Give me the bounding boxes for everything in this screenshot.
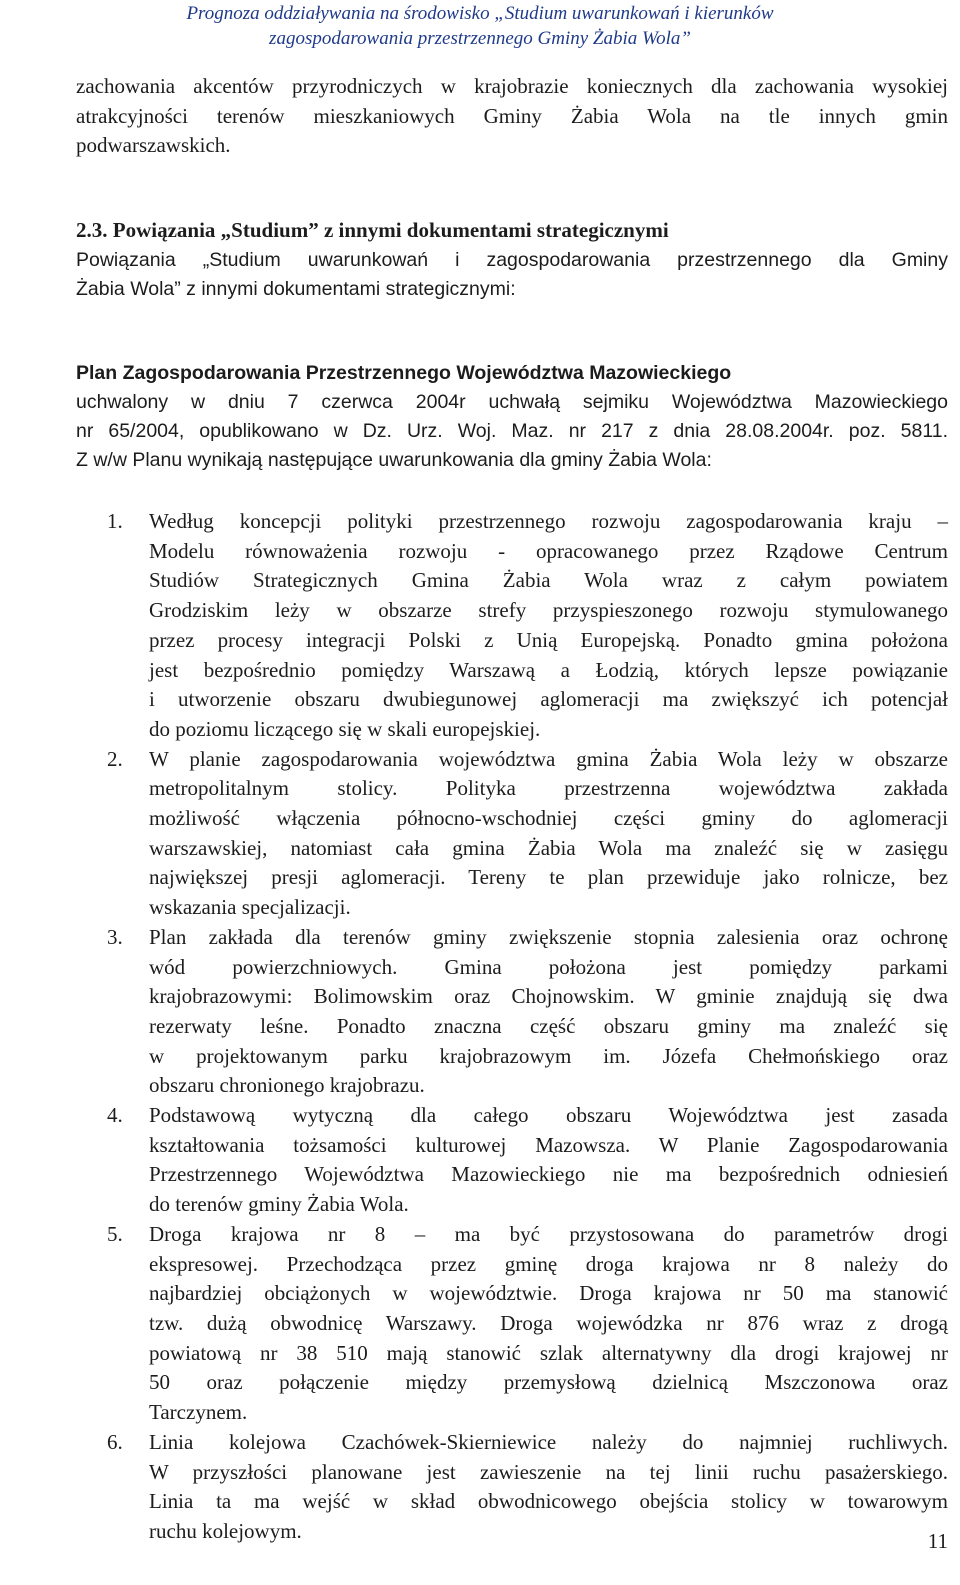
text-line: W przyszłości planowane jest zawieszenie na tej linii ruchu pasażerskiego. [149,1459,948,1484]
list-item-text [149,1428,948,1547]
section-heading: 2.3. Powiązania „Studium” z innymi dokumentami strategicznymi [76,218,669,242]
list-item-number: 4. [107,1103,123,1128]
text-line: 50 oraz połączenie między przemysłową dzielnicą Mszczonowa oraz [149,1370,948,1395]
text-line: możliwość włączenia północno-wschodniej części gminy do aglomeracji [149,806,948,831]
text-line: krajobrazowymi: Bolimowskim oraz Chojnowskim. W gminie znajdują się dwa [149,984,948,1009]
list-item [76,1220,948,1428]
list-item-number: 3. [107,924,123,949]
intro-paragraph [76,72,948,161]
list-item [76,507,948,745]
text-line: Żabia Wola” z innymi dokumentami strategicznymi: [76,278,516,300]
text-line: zachowania akcentów przyrodniczych w krajobrazie koniecznych dla zachowania wysokiej [76,74,948,98]
text-line: i utworzenie obszaru dwubiegunowej aglomeracji ma zwiększyć ich potencjał [149,687,948,712]
header-line: zagospodarowania przestrzennego Gminy Żabia Wola” [269,28,691,49]
text-line: do poziomu liczącego się w skali europejskiej. [149,716,541,741]
text-line: obszaru chronionego krajobrazu. [149,1073,425,1098]
list-item-number: 2. [107,746,123,771]
list-item-number: 1. [107,509,123,533]
running-header [0,0,960,51]
list-item-number: 5. [107,1221,123,1246]
text-line: Grodziskim leży w obszarze strefy przyspieszonego rozwoju stymulowanego [149,598,948,623]
list-item-text [149,1101,948,1220]
header-line: Prognoza oddziaływania na środowisko „Studium uwarunkowań i kierunków [186,3,774,24]
conditions-list [76,507,948,1547]
text-line: Modelu równoważenia rozwoju - opracowanego przez Rządowe Centrum [149,538,948,563]
text-line: metropolitalnym stolicy. Polityka przestrzenna województwa zakłada [149,776,948,801]
text-line: Według koncepcji polityki przestrzennego rozwoju zagospodarowania kraju – [149,509,948,533]
text-line: do terenów gminy Żabia Wola. [149,1192,409,1217]
page-number: 11 [927,1529,948,1553]
text-line: tzw. dużą obwodnicę Warszawy. Droga wojewódzka nr 876 wraz z drogą [149,1310,948,1335]
text-line: Z w/w Planu wynikają następujące uwarunkowania dla gminy Żabia Wola: [76,449,712,471]
text-line: jest bezpośrednio pomiędzy Warszawą a Łodzią, których lepsze powiązanie [149,657,948,682]
list-item [76,1101,948,1220]
list-item [76,745,948,923]
text-line: Linia kolejowa Czachówek-Skierniewice należy do najmniej ruchliwych. [149,1429,948,1454]
text-line: największej presji aglomeracji. Tereny te plan przewiduje jako rolnicze, bez [149,865,948,890]
text-line: Tarczynem. [149,1400,248,1425]
plan-title: Plan Zagospodarowania Przestrzennego Województwa Mazowieckiego [76,362,732,384]
text-line: Studiów Strategicznych Gmina Żabia Wola wraz z całym powiatem [149,568,948,593]
text-line: w projektowanym parku krajobrazowym im. Józefa Chełmońskiego oraz [149,1043,948,1068]
text-line: Powiązania „Studium uwarunkowań i zagospodarowania przestrzennego dla Gminy [76,249,948,271]
text-line: podwarszawskich. [76,133,231,157]
text-line: Droga krajowa nr 8 – ma być przystosowana do parametrów drogi [149,1221,948,1246]
text-line: wskazania specjalizacji. [149,895,351,920]
text-line: rezerwaty leśne. Ponadto znaczna część obszaru gminy ma znaleźć się [149,1013,948,1038]
text-line: powiatową nr 38 510 mają stanowić szlak alternatywny dla drogi krajowej nr [149,1340,948,1365]
list-item-number: 6. [107,1429,123,1454]
text-line: przez procesy integracji Polski z Unią Europejską. Ponadto gmina położona [149,627,948,652]
text-line: nr 65/2004, opublikowano w Dz. Urz. Woj. Maz. nr 217 z dnia 28.08.2004r. poz. 5811. [76,420,948,442]
text-line: Plan zakłada dla terenów gminy zwiększenie stopnia zalesienia oraz ochronę [149,924,948,949]
text-line: atrakcyjności terenów mieszkaniowych Gminy Żabia Wola na tle innych gmin [76,103,948,128]
text-line: Podstawową wytyczną dla całego obszaru Województwa jest zasada [149,1103,948,1128]
text-line: ruchu kolejowym. [149,1518,302,1543]
section-lead [76,246,948,304]
text-line: najbardziej obciążonych w województwie. Droga krajowa nr 50 ma stanowić [149,1281,948,1306]
list-item [76,923,948,1101]
list-item-text [149,507,948,745]
text-line: kształtowania tożsamości kulturowej Mazowsza. W Planie Zagospodarowania [149,1132,948,1157]
text-line: ekspresowej. Przechodząca przez gminę droga krajowa nr 8 należy do [149,1251,948,1276]
text-line: Przestrzennego Województwa Mazowieckiego nie ma bezpośrednich odniesień [149,1162,948,1187]
list-item [76,1428,948,1547]
list-item-text [149,923,948,1101]
list-item-text [149,1220,948,1428]
text-line: W planie zagospodarowania województwa gmina Żabia Wola leży w obszarze [149,746,948,771]
text-line: warszawskiej, natomiast cała gmina Żabia Wola ma znaleźć się w zasięgu [149,835,948,860]
text-line: uchwalony w dniu 7 czerwca 2004r uchwałą sejmiku Województwa Mazowieckiego [76,391,948,413]
text-line: wód powierzchniowych. Gmina położona jest pomiędzy parkami [149,954,948,979]
plan-description [76,388,948,475]
text-line: Linia ta ma wejść w skład obwodnicowego obejścia stolicy w towarowym [149,1489,948,1514]
list-item-text [149,745,948,923]
